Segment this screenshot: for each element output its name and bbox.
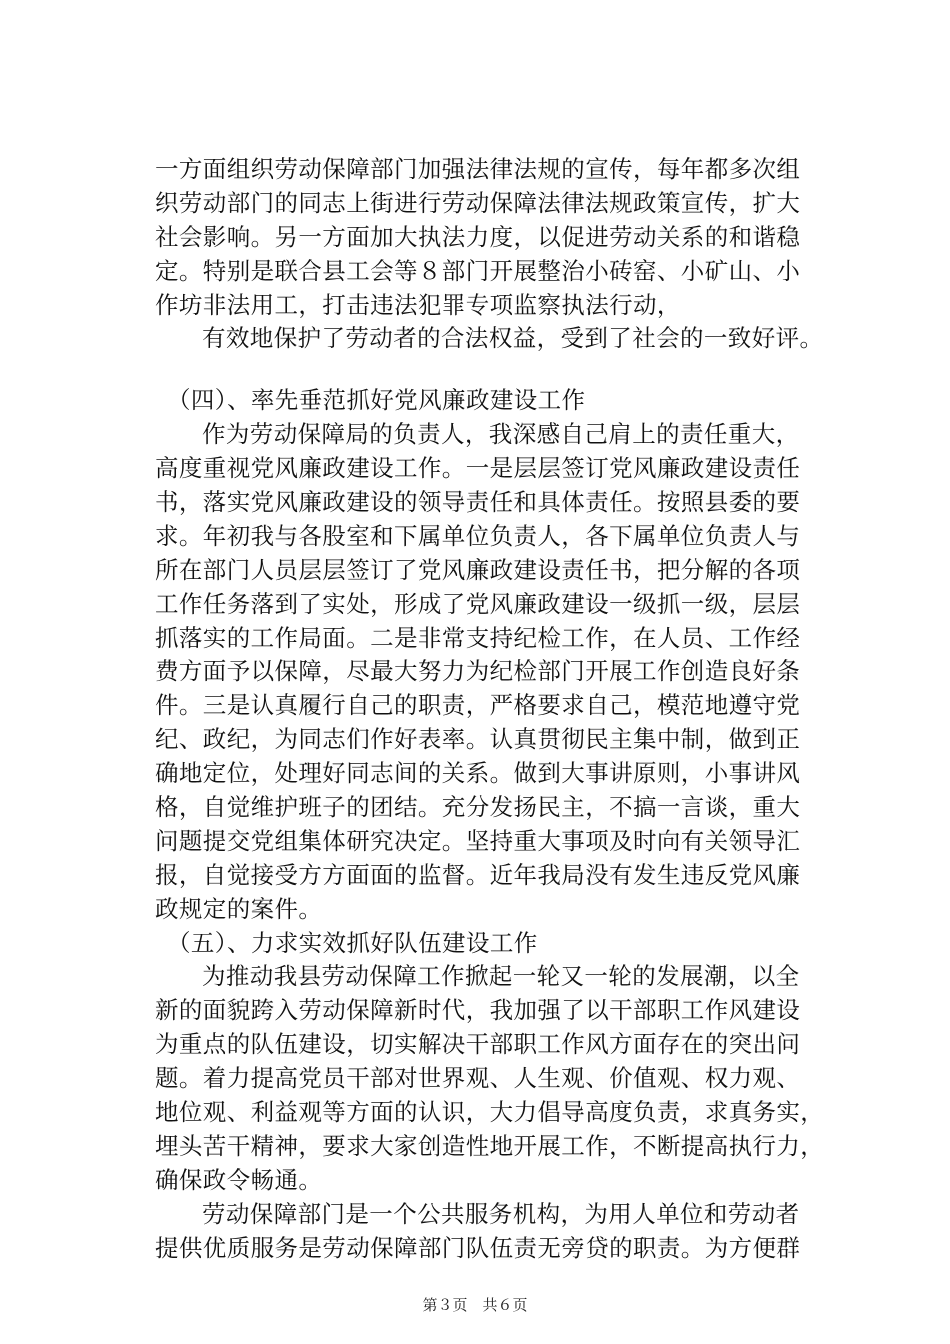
text-line: 高度重视党风廉政建设工作。一是层层签订党风廉政建设责任 <box>155 454 801 483</box>
text-line: 报，自觉接受方方面面的监督。近年我局没有发生违反党风廉 <box>155 860 801 889</box>
text-line: 格，自觉维护班子的团结。充分发扬民主，不搞一言谈，重大 <box>155 793 801 822</box>
text-line: 地位观、利益观等方面的认识，大力倡导高度负责，求真务实， <box>155 1098 825 1127</box>
text-line: 问题提交党组集体研究决定。坚持重大事项及时向有关领导汇 <box>155 826 801 855</box>
text-line: 为推动我县劳动保障工作掀起一轮又一轮的发展潮，以全 <box>202 962 800 991</box>
paragraph-party-integrity <box>155 418 855 926</box>
text-line: 确保政令畅通。 <box>155 1165 323 1194</box>
text-line: 作坊非法用工，打击违法犯罪专项监察执法行动， <box>155 290 681 319</box>
text-line: 工作任务落到了实处，形成了党风廉政建设一级抓一级，层层 <box>155 589 801 618</box>
section-heading-four: （四）、率先垂范抓好党风廉政建设工作 <box>167 386 586 415</box>
text-line: 作为劳动保障局的负责人，我深感自己肩上的责任重大， <box>202 420 800 449</box>
text-line: 抓落实的工作局面。二是非常支持纪检工作，在人员、工作经 <box>155 623 801 652</box>
text-line: 一方面组织劳动保障部门加强法律法规的宣传，每年都多次组 <box>155 155 801 183</box>
text-line: 新的面貌跨入劳动保障新时代，我加强了以干部职工作风建设 <box>155 996 801 1025</box>
text-line: 提供优质服务是劳动保障部门队伍责无旁贷的职责。为方便群 <box>155 1233 801 1262</box>
paragraph-spacer <box>155 356 855 384</box>
text-line: 求。年初我与各股室和下属单位负责人，各下属单位负责人与 <box>155 521 801 550</box>
text-line: 织劳动部门的同志上街进行劳动保障法律法规政策宣传，扩大 <box>155 188 801 217</box>
text-line: 社会影响。另一方面加大执法力度，以促进劳动关系的和谐稳 <box>155 222 801 251</box>
document-body <box>155 153 855 1266</box>
page-number-footer: 第３页 共６页 <box>422 1296 528 1314</box>
text-line: 为重点的队伍建设，切实解决干部职工作风方面存在的突出问 <box>155 1030 801 1059</box>
text-line: 件。三是认真履行自己的职责，严格要求自己，模范地遵守党 <box>155 691 801 720</box>
text-line: 政规定的案件。 <box>155 894 323 923</box>
paragraph-team-building <box>155 960 855 1197</box>
text-line: 确地定位，处理好同志间的关系。做到大事讲原则，小事讲风 <box>155 759 801 788</box>
text-line: 费方面予以保障，尽最大努力为纪检部门开展工作创造良好条 <box>155 657 801 686</box>
text-line: 定。特别是联合县工会等８部门开展整治小砖窑、小矿山、小 <box>155 256 801 285</box>
text-line: 题。着力提高党员干部对世界观、人生观、价值观、权力观、 <box>155 1064 801 1093</box>
section-heading-five: （五）、力求实效抓好队伍建设工作 <box>167 928 538 957</box>
paragraph-legal-publicity <box>155 153 855 356</box>
text-line: 有效地保护了劳动者的合法权益，受到了社会的一致好评。 <box>202 324 824 353</box>
text-line: 纪、政纪，为同志们作好表率。认真贯彻民主集中制，做到正 <box>155 725 801 754</box>
text-line: 所在部门人员层层签订了党风廉政建设责任书，把分解的各项 <box>155 555 801 584</box>
paragraph-public-service <box>155 1198 855 1266</box>
text-line: 埋头苦干精神，要求大家创造性地开展工作，不断提高执行力， <box>155 1131 825 1160</box>
text-line: 劳动保障部门是一个公共服务机构，为用人单位和劳动者 <box>202 1199 800 1228</box>
text-line: 书，落实党风廉政建设的领导责任和具体责任。按照县委的要 <box>155 488 801 517</box>
